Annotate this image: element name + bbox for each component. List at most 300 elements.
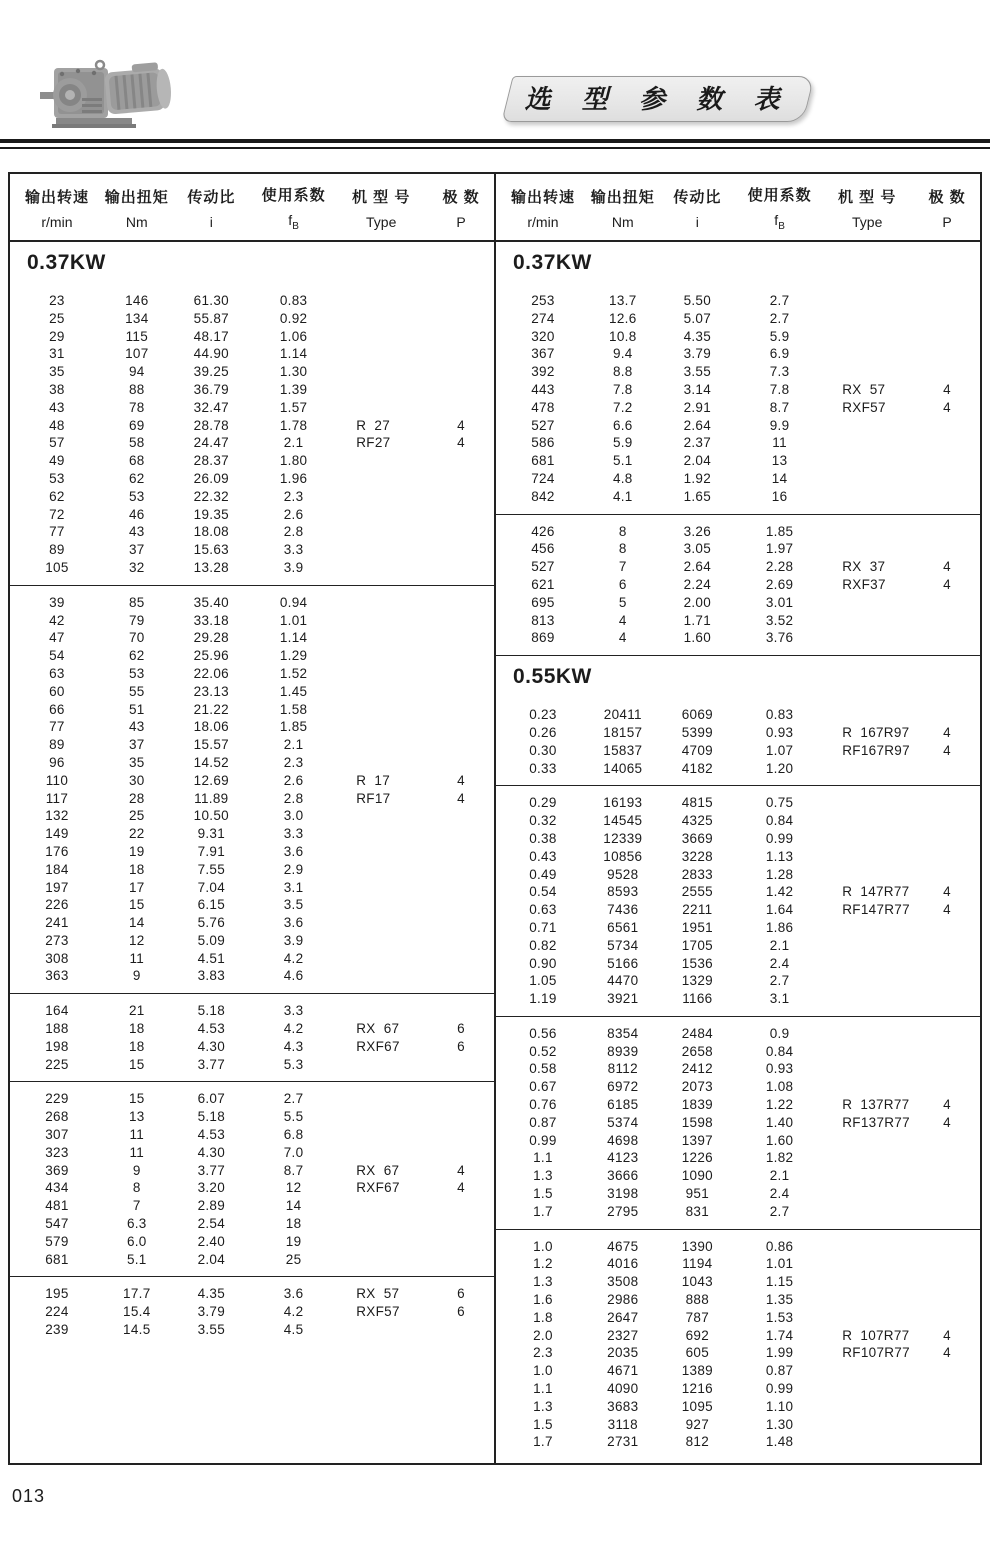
ratio-cell: 3.79	[197, 1304, 226, 1320]
table-row	[10, 1090, 494, 1108]
model-type-cell	[820, 1149, 914, 1167]
model-type-cell	[820, 523, 914, 541]
poles-cell	[914, 1060, 980, 1078]
output-speed-cell: 308	[45, 950, 69, 966]
service-factor-cell: 1.80	[279, 453, 308, 469]
table-row	[10, 381, 494, 399]
service-factor-cell: 18	[285, 1216, 302, 1232]
service-factor-cell: 1.13	[765, 848, 794, 864]
model-type-cell: RF27	[356, 435, 391, 451]
table-row	[10, 363, 494, 381]
output-speed-cell: 1.7	[533, 1434, 553, 1450]
service-factor-cell: 0.83	[279, 293, 308, 308]
table-row	[496, 310, 980, 328]
output-torque-cell: 14.5	[123, 1322, 151, 1338]
output-speed-cell: 96	[49, 754, 65, 770]
table-header-left	[10, 174, 494, 242]
output-speed-cell: 77	[49, 719, 65, 735]
model-type-cell	[820, 866, 914, 884]
table-row	[10, 1251, 494, 1269]
output-torque-cell: 12.6	[609, 310, 637, 326]
poles-cell	[428, 523, 494, 541]
table-row	[10, 1162, 494, 1180]
column-header-unit: i	[209, 214, 213, 230]
service-factor-cell: 1.52	[279, 665, 308, 681]
table-row	[496, 1238, 980, 1256]
power-rating-title: 0.37KW	[513, 251, 592, 274]
service-factor-cell: 1.01	[279, 612, 308, 628]
table-row	[496, 399, 980, 417]
output-speed-cell: 63	[49, 665, 65, 681]
output-speed-cell: 38	[49, 381, 65, 397]
ratio-cell: 1090	[681, 1168, 713, 1184]
column-header	[914, 174, 980, 240]
output-speed-cell: 176	[45, 843, 69, 859]
output-torque-cell: 4671	[607, 1363, 639, 1379]
model-type-cell	[820, 1078, 914, 1096]
output-torque-cell: 62	[128, 648, 145, 664]
output-speed-cell: 105	[45, 559, 69, 575]
output-torque-cell: 6.0	[126, 1233, 147, 1249]
column-header-cn: 使用系数	[261, 187, 326, 205]
output-torque-cell: 12	[128, 932, 145, 948]
table-row	[496, 724, 980, 742]
model-type-cell	[334, 1321, 428, 1339]
ratio-cell: 4.53	[197, 1127, 226, 1143]
table-row	[496, 452, 980, 470]
output-speed-cell: 0.90	[529, 955, 557, 971]
model-type-cell	[820, 1362, 914, 1380]
output-speed-cell: 0.76	[529, 1097, 557, 1113]
ratio-cell: 2.37	[683, 435, 712, 451]
output-torque-cell: 15.4	[123, 1304, 151, 1320]
header-rule-thick	[0, 139, 990, 143]
output-torque-cell: 5374	[607, 1114, 639, 1130]
table-row	[496, 1078, 980, 1096]
column-header-unit: P	[456, 214, 466, 230]
ratio-cell: 3669	[681, 830, 713, 846]
column-header	[170, 174, 253, 240]
poles-cell	[428, 363, 494, 381]
table-body-left	[10, 242, 494, 1463]
output-speed-cell: 320	[531, 328, 555, 344]
ratio-cell: 22.06	[193, 665, 229, 681]
ratio-cell: 1.60	[683, 630, 712, 646]
table-row	[10, 594, 494, 612]
ratio-cell: 15.63	[193, 542, 229, 558]
model-type-cell	[820, 540, 914, 558]
ratio-cell: 9.31	[197, 826, 226, 842]
service-factor-cell: 1.01	[765, 1256, 794, 1272]
output-torque-cell: 3683	[607, 1398, 639, 1414]
output-torque-cell: 5.1	[126, 1251, 147, 1267]
table-row	[10, 754, 494, 772]
model-type-cell: RF107R77	[842, 1345, 910, 1361]
output-speed-cell: 0.56	[529, 1025, 557, 1041]
model-type-cell	[820, 1416, 914, 1434]
poles-cell	[428, 914, 494, 932]
ratio-cell: 13.28	[193, 559, 229, 575]
output-speed-cell: 0.87	[529, 1114, 557, 1130]
output-torque-cell: 2986	[607, 1292, 639, 1308]
poles-cell	[914, 292, 980, 310]
table-row	[10, 1126, 494, 1144]
poles-cell	[428, 629, 494, 647]
output-torque-cell: 2327	[607, 1327, 639, 1343]
output-torque-cell: 79	[128, 612, 145, 628]
ratio-cell: 4.30	[197, 1038, 226, 1054]
model-type-cell	[820, 1273, 914, 1291]
output-torque-cell: 134	[125, 310, 149, 326]
model-type-cell	[334, 843, 428, 861]
column-header	[104, 174, 170, 240]
ratio-cell: 32.47	[193, 399, 229, 415]
table-row	[10, 861, 494, 879]
poles-cell	[914, 706, 980, 724]
table-row	[496, 1060, 980, 1078]
output-torque-cell: 18	[128, 1038, 145, 1054]
model-type-cell	[334, 470, 428, 488]
poles-cell	[914, 1309, 980, 1327]
ratio-cell: 6.15	[197, 897, 226, 913]
output-speed-cell: 198	[45, 1038, 69, 1054]
poles-cell	[914, 955, 980, 973]
output-torque-cell: 10856	[603, 848, 643, 864]
output-torque-cell: 4675	[607, 1238, 639, 1254]
ratio-cell: 2658	[681, 1043, 713, 1059]
ratio-cell: 3.79	[683, 346, 712, 362]
output-torque-cell: 7436	[607, 902, 639, 918]
output-speed-cell: 869	[531, 630, 555, 646]
service-factor-cell: 1.60	[765, 1132, 794, 1148]
service-factor-cell: 3.52	[765, 612, 794, 628]
poles-cell	[914, 1433, 980, 1451]
model-type-cell	[334, 1215, 428, 1233]
poles-cell	[428, 1215, 494, 1233]
service-factor-cell: 0.86	[765, 1238, 794, 1254]
output-torque-cell: 8	[132, 1180, 141, 1196]
output-speed-cell: 621	[531, 576, 555, 592]
service-factor-cell: 2.4	[769, 955, 790, 971]
output-torque-cell: 15	[128, 1056, 145, 1072]
output-torque-cell: 8354	[607, 1025, 639, 1041]
poles-cell	[914, 612, 980, 630]
model-type-cell: R 17	[356, 772, 391, 788]
ratio-cell: 48.17	[193, 328, 229, 344]
model-type-cell	[820, 1043, 914, 1061]
table-row	[496, 328, 980, 346]
model-type-cell	[820, 1433, 914, 1451]
output-speed-cell: 0.82	[529, 937, 557, 953]
output-speed-cell: 31	[49, 346, 65, 362]
column-header-unit: r/min	[41, 214, 73, 230]
model-type-cell	[334, 612, 428, 630]
table-row	[496, 576, 980, 594]
table-row	[10, 470, 494, 488]
output-speed-cell: 367	[531, 346, 555, 362]
service-factor-cell: 2.6	[283, 772, 304, 788]
output-torque-cell: 85	[128, 594, 145, 610]
output-torque-cell: 53	[128, 665, 145, 681]
gearmotor-photo	[38, 56, 188, 134]
column-header	[739, 174, 820, 240]
model-type-cell	[820, 292, 914, 310]
output-speed-cell: 89	[49, 542, 65, 558]
model-type-cell	[334, 1056, 428, 1074]
output-torque-cell: 18	[128, 1021, 145, 1037]
service-factor-cell: 25	[285, 1251, 302, 1267]
service-factor-cell: 4.5	[283, 1322, 304, 1338]
model-type-cell: RX 57	[842, 381, 886, 397]
output-torque-cell: 88	[128, 381, 145, 397]
model-type-cell	[334, 1144, 428, 1162]
ratio-cell: 2.00	[683, 594, 712, 610]
ratio-cell: 2.54	[197, 1216, 226, 1232]
ratio-cell: 19.35	[193, 506, 229, 522]
model-type-cell: RF167R97	[842, 742, 910, 758]
model-type-cell	[820, 1255, 914, 1273]
table-row	[10, 807, 494, 825]
column-header-cn: 输出扭矩	[104, 189, 169, 206]
model-type-cell	[820, 812, 914, 830]
table-row	[10, 683, 494, 701]
output-torque-cell: 17	[128, 879, 145, 895]
poles-cell	[914, 434, 980, 452]
ratio-cell: 1.92	[683, 470, 712, 486]
output-speed-cell: 1.5	[533, 1416, 553, 1432]
output-torque-cell: 4	[618, 630, 627, 646]
service-factor-cell: 14	[771, 470, 788, 486]
output-torque-cell: 4470	[607, 973, 639, 989]
poles-cell	[914, 488, 980, 506]
output-torque-cell: 14	[128, 915, 145, 931]
service-factor-cell: 1.48	[765, 1434, 794, 1450]
poles-cell: 6	[457, 1038, 465, 1054]
output-speed-cell: 197	[45, 879, 69, 895]
output-torque-cell: 107	[125, 346, 149, 362]
service-factor-cell: 0.75	[765, 795, 794, 811]
model-type-cell	[820, 972, 914, 990]
column-header-cn: 机 型 号	[838, 189, 897, 206]
poles-cell	[914, 1167, 980, 1185]
table-row	[10, 612, 494, 630]
output-torque-cell: 13	[128, 1109, 145, 1125]
poles-cell	[428, 1233, 494, 1251]
table-row	[10, 1108, 494, 1126]
poles-cell	[428, 541, 494, 559]
output-speed-cell: 117	[45, 790, 69, 806]
poles-cell	[914, 848, 980, 866]
output-speed-cell: 307	[45, 1127, 69, 1143]
output-speed-cell: 195	[45, 1286, 69, 1302]
output-speed-cell: 2.0	[533, 1327, 553, 1343]
service-factor-cell: 3.3	[283, 826, 304, 842]
ratio-cell: 4325	[681, 813, 713, 829]
poles-cell	[914, 594, 980, 612]
model-type-cell	[334, 1090, 428, 1108]
output-torque-cell: 5734	[607, 937, 639, 953]
service-factor-cell: 1.85	[765, 523, 794, 539]
model-type-cell: R 167R97	[842, 724, 910, 740]
poles-cell	[914, 937, 980, 955]
output-speed-cell: 89	[49, 737, 65, 753]
poles-cell	[428, 950, 494, 968]
model-type-cell	[334, 967, 428, 985]
output-torque-cell: 4090	[607, 1381, 639, 1397]
ratio-cell: 1.71	[683, 612, 712, 628]
service-factor-cell: 3.6	[283, 1286, 304, 1302]
model-type-cell	[334, 399, 428, 417]
table-row	[10, 701, 494, 719]
model-type-cell	[820, 990, 914, 1008]
column-header-cn: 输出扭矩	[590, 189, 655, 206]
poles-cell: 4	[457, 435, 465, 451]
table-row	[496, 901, 980, 919]
service-factor-cell: 1.45	[279, 683, 308, 699]
service-factor-cell: 8.7	[283, 1162, 304, 1178]
output-torque-cell: 6561	[607, 919, 639, 935]
ratio-cell: 61.30	[193, 293, 229, 308]
table-row	[10, 292, 494, 310]
table-row	[10, 434, 494, 452]
service-factor-cell: 1.53	[765, 1309, 794, 1325]
service-factor-cell: 19	[285, 1233, 302, 1249]
output-torque-cell: 6185	[607, 1097, 639, 1113]
output-speed-cell: 0.38	[529, 830, 557, 846]
service-factor-cell: 1.28	[765, 866, 794, 882]
table-row	[10, 1144, 494, 1162]
poles-cell	[428, 932, 494, 950]
output-torque-cell: 11	[129, 1127, 145, 1143]
poles-cell	[428, 967, 494, 985]
column-header-cn: 传动比	[187, 189, 236, 206]
column-header	[496, 174, 590, 240]
table-row	[10, 1002, 494, 1020]
service-factor-cell: 4.3	[283, 1038, 304, 1054]
table-row	[10, 523, 494, 541]
ratio-cell: 605	[685, 1345, 710, 1361]
output-speed-cell: 392	[531, 364, 555, 380]
poles-cell	[428, 736, 494, 754]
output-speed-cell: 274	[531, 310, 555, 326]
output-speed-cell: 0.99	[529, 1132, 557, 1148]
ratio-cell: 5.07	[683, 310, 712, 326]
output-torque-cell: 13.7	[609, 293, 637, 308]
model-type-cell	[334, 932, 428, 950]
model-type-cell: RX 67	[356, 1162, 400, 1178]
ratio-cell: 21.22	[193, 701, 229, 717]
output-torque-cell: 25	[128, 808, 145, 824]
ratio-cell: 1397	[681, 1132, 713, 1148]
ratio-cell: 4709	[681, 742, 713, 758]
column-header-cn: 输出转速	[24, 189, 89, 206]
output-speed-cell: 1.3	[533, 1168, 553, 1184]
ratio-cell: 4182	[681, 760, 713, 776]
service-factor-cell: 1.14	[279, 346, 308, 362]
gearmotor-icon	[38, 56, 188, 134]
poles-cell	[428, 1144, 494, 1162]
model-type-cell	[334, 1002, 428, 1020]
ratio-cell: 7.91	[197, 843, 226, 859]
table-row	[10, 647, 494, 665]
table-row	[496, 883, 980, 901]
service-factor-cell: 1.08	[765, 1079, 794, 1095]
model-type-cell	[820, 470, 914, 488]
model-type-cell	[334, 807, 428, 825]
model-type-cell	[820, 1291, 914, 1309]
table-row	[496, 558, 980, 576]
table-row	[496, 812, 980, 830]
service-factor-cell: 2.7	[769, 1203, 790, 1219]
table-row	[496, 919, 980, 937]
column-header-cn: 极 数	[442, 189, 480, 206]
output-torque-cell: 6.3	[126, 1216, 147, 1232]
output-torque-cell: 9.4	[612, 346, 633, 362]
model-type-cell	[820, 937, 914, 955]
output-torque-cell: 6.6	[612, 417, 633, 433]
poles-cell	[914, 794, 980, 812]
poles-cell	[914, 1185, 980, 1203]
output-torque-cell: 2731	[607, 1434, 639, 1450]
ratio-cell: 1598	[681, 1114, 713, 1130]
column-header-unit: i	[695, 214, 699, 230]
poles-cell	[914, 1043, 980, 1061]
model-type-cell	[334, 665, 428, 683]
service-factor-cell: 2.28	[765, 559, 794, 575]
service-factor-cell: 4.2	[283, 1021, 304, 1037]
ratio-cell: 2.04	[197, 1251, 226, 1267]
model-type-cell: RXF37	[842, 576, 886, 592]
model-type-cell	[334, 310, 428, 328]
service-factor-cell: 2.7	[769, 310, 790, 326]
table-row	[10, 559, 494, 577]
service-factor-cell: 14	[285, 1198, 302, 1214]
data-block	[496, 785, 980, 1016]
poles-cell: 6	[457, 1286, 465, 1302]
model-type-cell	[334, 488, 428, 506]
ratio-cell: 3.55	[683, 364, 712, 380]
model-type-cell: R 137R77	[842, 1097, 910, 1113]
service-factor-cell: 2.7	[769, 293, 790, 308]
service-factor-cell: 2.8	[283, 524, 304, 540]
model-type-cell: R 27	[356, 417, 391, 433]
output-torque-cell: 14545	[603, 813, 643, 829]
poles-cell	[914, 363, 980, 381]
column-header-unit: $f_B$	[774, 212, 785, 232]
model-type-cell	[820, 452, 914, 470]
poles-cell	[428, 488, 494, 506]
model-type-cell	[820, 1167, 914, 1185]
ratio-cell: 3.26	[683, 523, 712, 539]
output-torque-cell: 9	[132, 1162, 141, 1178]
output-torque-cell: 62	[128, 470, 145, 486]
output-speed-cell: 369	[45, 1162, 69, 1178]
service-factor-cell: 1.97	[765, 541, 794, 557]
poles-cell: 4	[943, 902, 951, 918]
service-factor-cell: 3.1	[283, 879, 304, 895]
poles-cell	[428, 1002, 494, 1020]
output-torque-cell: 51	[128, 701, 145, 717]
table-row	[10, 1038, 494, 1056]
column-header-unit: P	[942, 214, 952, 230]
output-speed-cell: 23	[49, 293, 65, 308]
service-factor-cell: 0.93	[765, 1061, 794, 1077]
ratio-cell: 2.24	[683, 576, 712, 592]
service-factor-cell: 2.1	[769, 937, 790, 953]
output-torque-cell: 3508	[607, 1274, 639, 1290]
poles-cell	[914, 1380, 980, 1398]
poles-cell	[914, 1255, 980, 1273]
